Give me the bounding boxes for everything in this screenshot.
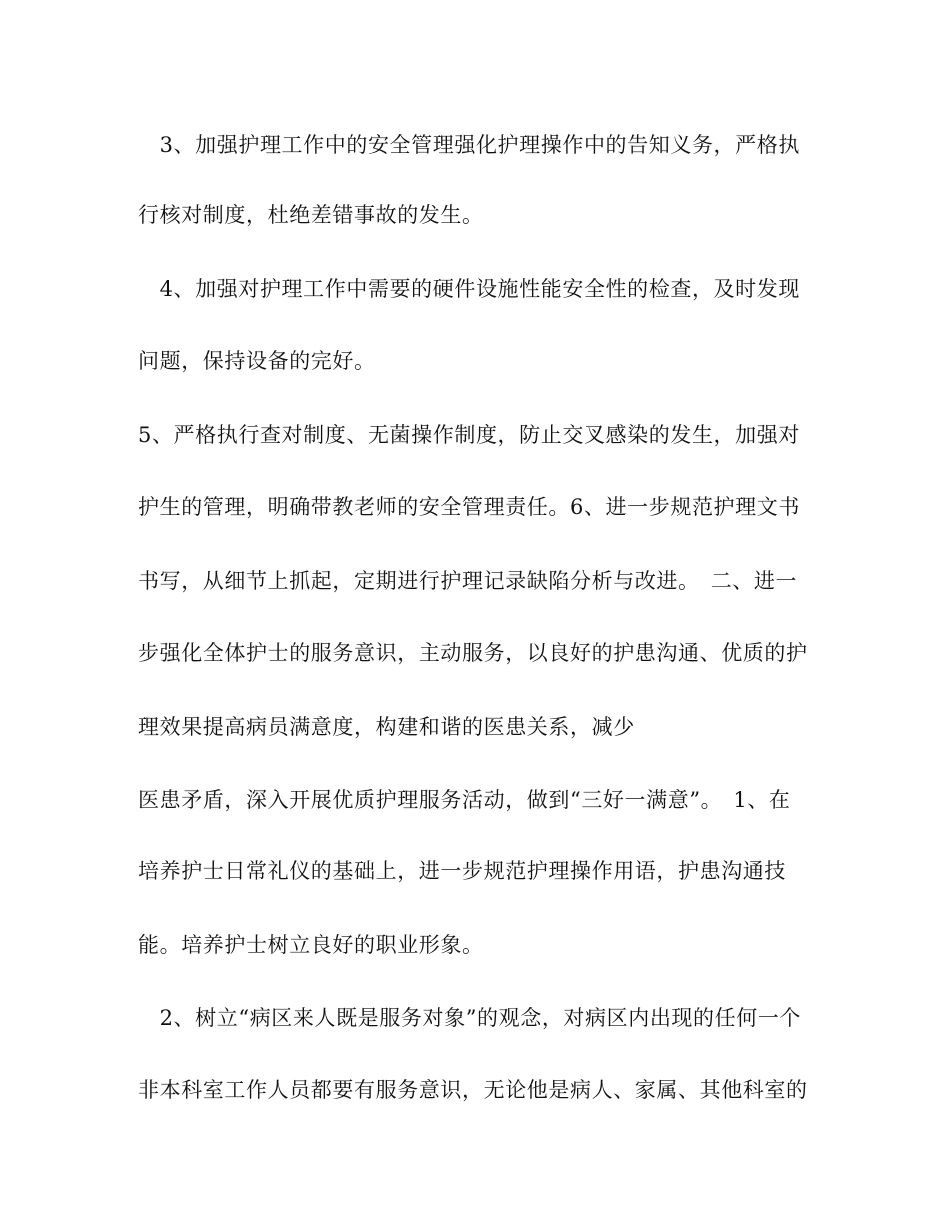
text-line: 非本科室工作人员都要有服务意识，无论他是病人、家属、其他科室的 <box>138 1078 808 1102</box>
text-line: 2、树立“病区来人既是服务对象”的观念，对病区内出现的任何一个 <box>138 1006 802 1030</box>
text-line: 理效果提高病员满意度，构建和谐的医患关系，减少 <box>138 715 635 739</box>
text-line: 行核对制度，杜绝差错事故的发生。 <box>138 203 484 227</box>
text-line: 步强化全体护士的服务意识，主动服务，以良好的护患沟通、优质的护 <box>138 641 808 665</box>
text-line: 能。培养护士树立良好的职业形象。 <box>138 933 484 957</box>
text-line: 医患矛盾，深入开展优质护理服务活动，做到“三好一满意”。 1、在 <box>138 788 791 812</box>
text-line: 问题，保持设备的完好。 <box>138 349 376 373</box>
text-line: 4、加强对护理工作中需要的硬件设施性能安全性的检查，及时发现 <box>138 277 800 301</box>
text-line: 5、严格执行查对制度、无菌操作制度，防止交叉感染的发生，加强对 <box>138 423 800 447</box>
text-line: 3、加强护理工作中的安全管理强化护理操作中的告知义务，严格执 <box>138 133 800 157</box>
text-line: 培养护士日常礼仪的基础上，进一步规范护理操作用语，护患沟通技 <box>138 859 786 883</box>
text-line: 护生的管理，明确带教老师的安全管理责任。6、进一步规范护理文书 <box>138 495 800 519</box>
text-line: 书写，从细节上抓起，定期进行护理记录缺陷分析与改进。 二、进一 <box>138 569 798 593</box>
